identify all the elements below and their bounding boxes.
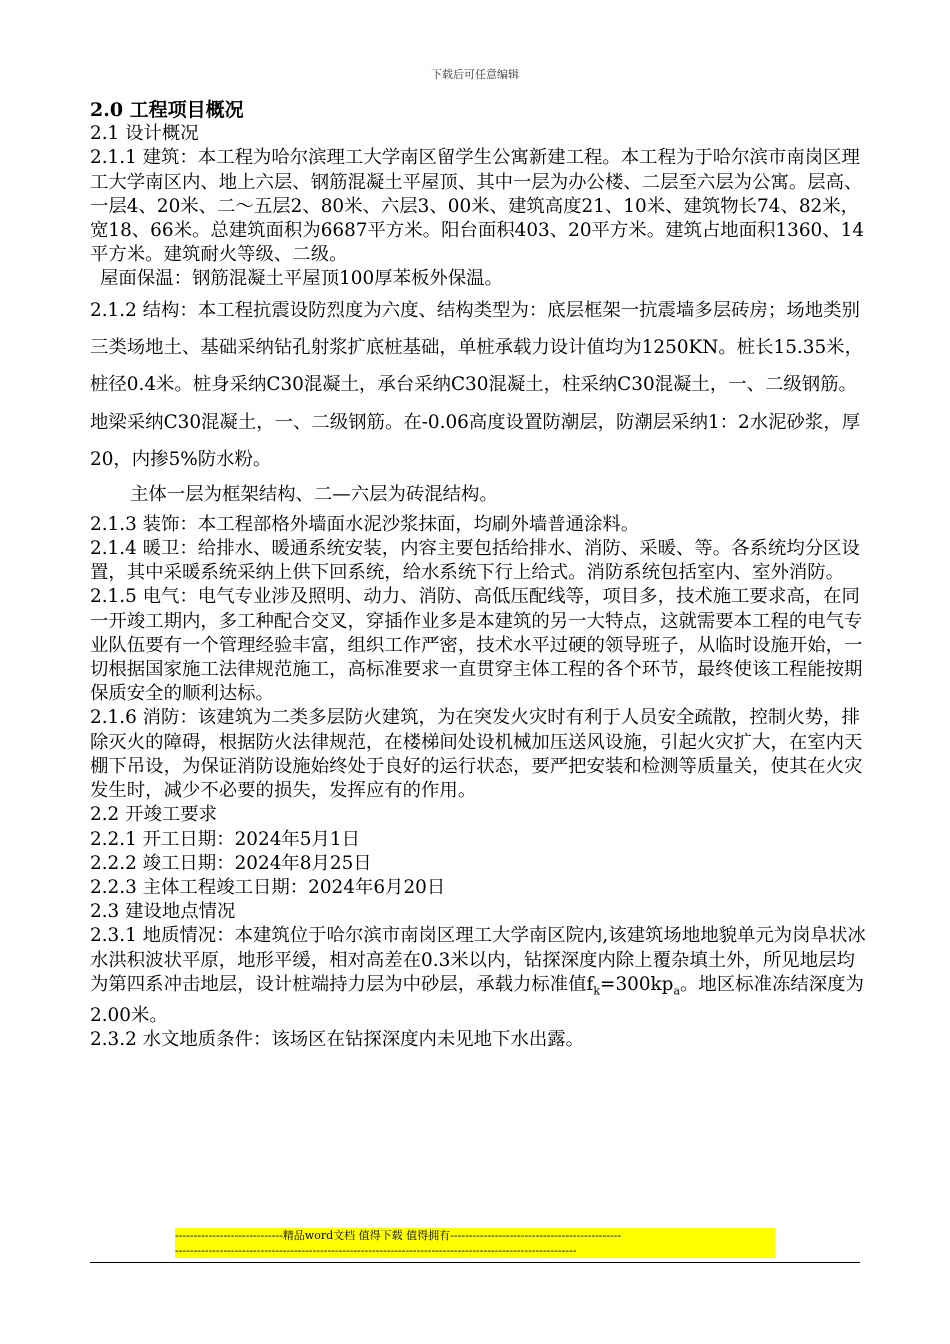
header-note: 下载后可任意编辑 bbox=[431, 68, 519, 81]
fire-paragraph: 2.1.6 消防：该建筑为二类多层防火建筑，为在突发火灾时有利于人员安全疏散，控制火势，排除灭火的障碍，根据防火法律规范，在楼梯间处设机械加压送风设施，引起火灾扩大，在室内天棚下吊设，为保证消防设施始终处于良好的运行状态，要严把安装和检测等质量关，使其在火灾发生时，减少不必要的损失，发挥应有的作用。 bbox=[90, 707, 863, 802]
design-heading: 2.1 设计概况 bbox=[90, 123, 199, 145]
footer-banner bbox=[175, 1228, 775, 1258]
site-heading: 2.3 建设地点情况 bbox=[90, 901, 236, 923]
geology-paragraph bbox=[90, 924, 870, 1027]
geology-text-c: 。地区标准冻结深度为2.00米。 bbox=[90, 973, 864, 1026]
footer-line-2: ------------------------------------------------------------------------------------------------------------ bbox=[175, 1244, 577, 1257]
end-date: 2.2.2 竣工日期：2024年8月25日 bbox=[90, 852, 372, 874]
document-body bbox=[90, 98, 870, 1052]
decoration-paragraph: 2.1.3 装饰：本工程部格外墙面水泥沙浆抹面，均刷外墙普通涂料。 bbox=[90, 513, 640, 535]
footer-rule bbox=[90, 1262, 860, 1263]
section-title: 2.0 工程项目概况 bbox=[90, 99, 244, 121]
roof-insulation-paragraph: 屋面保温：钢筋混凝土平屋顶100厚苯板外保温。 bbox=[100, 268, 503, 290]
footer-line-1: -----------------------------精品word文档 值得下载 值得拥有---------------------------------------------- bbox=[175, 1229, 622, 1242]
schedule-heading: 2.2 开竣工要求 bbox=[90, 804, 218, 826]
electrical-paragraph: 2.1.5 电气：电气专业涉及照明、动力、消防、高低压配线等，项目多，技术施工要求高，在同一开竣工期内，多工种配合交叉，穿插作业多是本建筑的另一大特点，这就需要本工程的电气专业队伍要有一个管理经验丰富，组织工作严密，技术水平过硬的领导班子，从临时设施开始，一切根据国家施工法律规范施工，高标准要求一直贯穿主体工程的各个环节，最终使该工程能按期保质安全的顺利达标。 bbox=[90, 586, 863, 705]
structure-paragraph: 2.1.2 结构：本工程抗震设防烈度为六度、结构类型为：底层框架一抗震墙多层砖房；场地类别三类场地土、基础采纳钻孔射浆扩底桩基础，单桩承载力设计值均为1250KN。桩长15.35米，桩径0.4米。桩身采纳C30混凝土，承台采纳C30混凝土，柱采纳C30混凝土，一、二级钢筋。地梁采纳C30混凝土，一、二级钢筋。在-0.06高度设置防潮层，防潮层采纳1：2水泥砂浆，厚20，内掺5%防水粉。 bbox=[90, 299, 863, 471]
architecture-paragraph: 2.1.1 建筑：本工程为哈尔滨理工大学南区留学生公寓新建工程。本工程为于哈尔滨市南岗区理工大学南区内、地上六层、钢筋混凝土平屋顶、其中一层为办公楼、二层至六层为公寓。层高、一层4、20米、二～五层2、80米、六层3、00米、建筑高度21、10米、建筑物长74、82米，宽18、66米。总建筑面积为6687平方米。阳台面积403、20平方米。建筑占地面积1360、14平方米。建筑耐火等级、二级。 bbox=[90, 147, 865, 266]
hvac-paragraph: 2.1.4 暖卫：给排水、暖通系统安装，内容主要包括给排水、消防、采暖、等。各系统均分区设置，其中采暖系统采纳上供下回系统，给水系统下行上给式。消防系统包括室内、室外消防。 bbox=[90, 538, 860, 584]
hydro-paragraph: 2.3.2 水文地质条件：该场区在钻探深度内未见地下水出露。 bbox=[90, 1028, 585, 1050]
structure-main-paragraph: 主体一层为框架结构、二—六层为砖混结构。 bbox=[130, 483, 498, 505]
geology-text-b: =300kp bbox=[600, 973, 674, 995]
main-end-date: 2.2.3 主体工程竣工日期：2024年6月20日 bbox=[90, 876, 446, 898]
geology-text-a: 2.3.1 地质情况：本建筑位于哈尔滨市南岗区理工大学南区院内,该建筑场地地貌单元为岗阜状冰水洪积波状平原，地形平缓，相对高差在0.3米以内，钻探深度内除上覆杂填土外，所见地层均为第四系冲击地层，设计桩端持力层为中砂层，承载力标准值f bbox=[90, 925, 866, 995]
geology-subscript-k: k bbox=[593, 984, 601, 998]
start-date: 2.2.1 开工日期：2024年5月1日 bbox=[90, 828, 360, 850]
geology-subscript-a: a bbox=[673, 984, 681, 998]
